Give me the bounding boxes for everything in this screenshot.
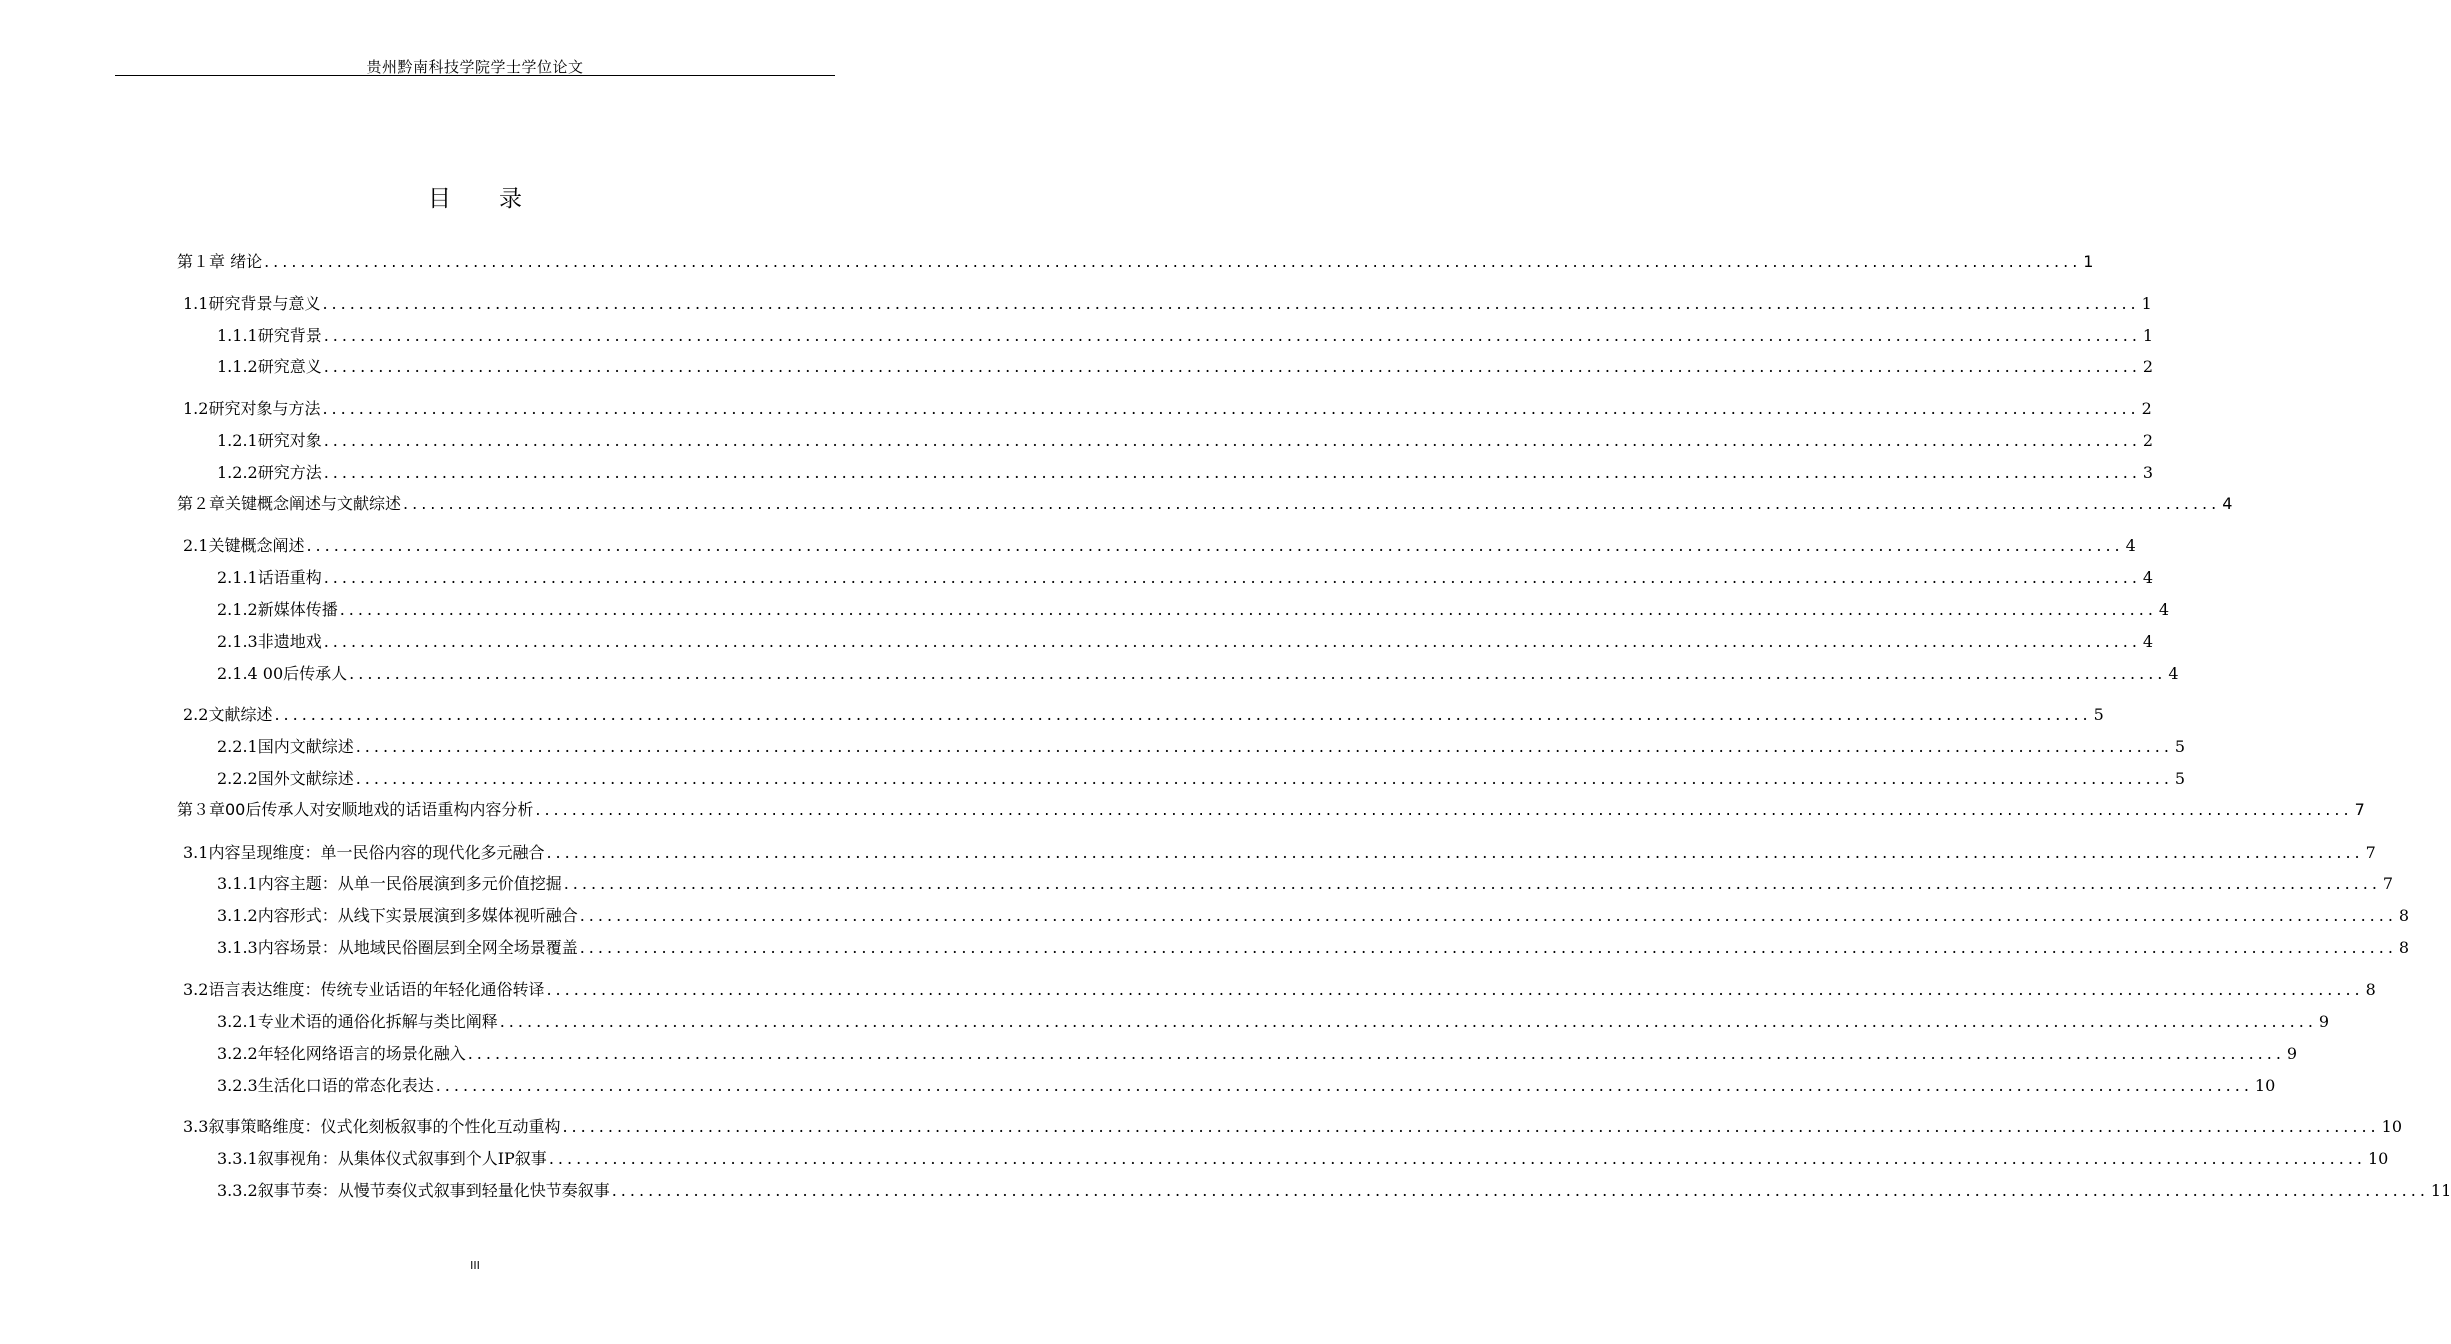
toc-entry-page: 4 xyxy=(2222,494,2233,513)
toc-leader-dots: ........................................................................................................................................................................................................ xyxy=(323,632,2141,651)
toc-entry-page: 1 xyxy=(2083,252,2094,271)
toc-leader-dots: ........................................................................................................................................................................................................ xyxy=(306,536,2124,555)
page-header: 贵州黔南科技学院学士学位论文 xyxy=(366,58,584,76)
toc-entry[interactable] xyxy=(217,1043,2298,1065)
toc-leader-dots: ........................................................................................................................................................................................................ xyxy=(546,843,2364,862)
toc-entry-page: 10 xyxy=(2368,1149,2389,1168)
toc-entry-page: 5 xyxy=(2174,737,2186,756)
toc-leader-dots: ........................................................................................................................................................................................................ xyxy=(339,600,2157,619)
toc-entry[interactable] xyxy=(183,398,2152,420)
toc-entry[interactable] xyxy=(217,663,2179,685)
toc-entry-page: 4 xyxy=(2142,632,2154,651)
toc-entry-label: 1.1.1研究背景 xyxy=(217,326,322,345)
toc-entry-label: 3.2语言表达维度：传统专业话语的年轻化通俗转译 xyxy=(183,980,545,999)
toc-entry-page: 2 xyxy=(2142,431,2154,450)
toc-entry[interactable] xyxy=(217,736,2186,758)
toc-leader-dots: ........................................................................................................................................................................................................ xyxy=(611,1181,2429,1200)
toc-leader-dots: ........................................................................................................................................................................................................ xyxy=(323,431,2141,450)
toc-entry-label: 3.3.2叙事节奏：从慢节奏仪式叙事到轻量化快节奏叙事 xyxy=(217,1181,610,1200)
toc-leader-dots: ........................................................................................................................................................................................................ xyxy=(323,326,2141,345)
toc-leader-dots: ........................................................................................................................................................................................................ xyxy=(323,463,2141,482)
toc-entry-label: 3.1内容呈现维度：单一民俗内容的现代化多元融合 xyxy=(183,843,545,862)
toc-leader-dots: ........................................................................................................................................................................................................ xyxy=(323,568,2141,587)
toc-entry-label: 3.2.1专业术语的通俗化拆解与类比阐释 xyxy=(217,1012,498,1031)
toc-entry-label: 2.1.4 00后传承人 xyxy=(217,664,348,683)
toc-entry-label: 3.2.3生活化口语的常态化表达 xyxy=(217,1076,434,1095)
toc-entry-page: 2 xyxy=(2141,399,2152,418)
toc-leader-dots: ........................................................................................................................................................................................................ xyxy=(323,357,2141,376)
toc-entry-page: 8 xyxy=(2365,980,2376,999)
toc-entry[interactable] xyxy=(177,251,2094,273)
toc-entry-label: 2.2文献综述 xyxy=(183,705,273,724)
toc-entry-page: 3 xyxy=(2142,463,2154,482)
toc-entry[interactable] xyxy=(183,842,2376,864)
header-rule xyxy=(115,75,835,76)
toc-title xyxy=(0,180,950,213)
toc-entry-label: 第１章 绪论 xyxy=(177,252,263,271)
toc-entry[interactable] xyxy=(217,768,2186,790)
toc-leader-dots: ........................................................................................................................................................................................................ xyxy=(264,252,2082,271)
toc-leader-dots: ........................................................................................................................................................................................................ xyxy=(435,1076,2253,1095)
toc-entry[interactable] xyxy=(217,599,2170,621)
toc-entry[interactable] xyxy=(177,799,2365,821)
toc-entry-page: 4 xyxy=(2158,600,2170,619)
toc-entry[interactable] xyxy=(217,1011,2330,1033)
toc-entry[interactable] xyxy=(183,535,2136,557)
toc-entry-label: 3.1.3内容场景：从地域民俗圈层到全网全场景覆盖 xyxy=(217,938,578,957)
toc-entry[interactable] xyxy=(183,704,2104,726)
toc-entry-page: 4 xyxy=(2125,536,2136,555)
toc-entry[interactable] xyxy=(217,631,2154,653)
toc-entry[interactable] xyxy=(183,293,2152,315)
toc-leader-dots: ........................................................................................................................................................................................................ xyxy=(535,800,2353,819)
toc-leader-dots: ........................................................................................................................................................................................................ xyxy=(355,769,2173,788)
toc-entry-page: 10 xyxy=(2254,1076,2276,1095)
toc-leader-dots: ........................................................................................................................................................................................................ xyxy=(562,1117,2380,1136)
toc-entry[interactable] xyxy=(217,905,2410,927)
toc-entry-label: 3.1.1内容主题：从单一民俗展演到多元价值挖掘 xyxy=(217,874,562,893)
toc-entry[interactable] xyxy=(183,1116,2402,1138)
toc-entry-label: 1.1研究背景与意义 xyxy=(183,294,321,313)
toc-entry-label: 3.3.1叙事视角：从集体仪式叙事到个人IP叙事 xyxy=(217,1149,547,1168)
toc-entry-page: 8 xyxy=(2398,938,2410,957)
page-number: III xyxy=(470,1259,480,1272)
toc-leader-dots: ........................................................................................................................................................................................................ xyxy=(546,980,2364,999)
toc-entry-label: 1.1.2研究意义 xyxy=(217,357,322,376)
toc-entry-page: 2 xyxy=(2142,357,2154,376)
toc-leader-dots: ........................................................................................................................................................................................................ xyxy=(349,664,2167,683)
toc-leader-dots: ........................................................................................................................................................................................................ xyxy=(563,874,2381,893)
toc-entry[interactable] xyxy=(217,1148,2389,1170)
toc-entry[interactable] xyxy=(217,1180,2451,1202)
toc-entry-label: 第３章00后传承人对安顺地戏的话语重构内容分析 xyxy=(177,800,534,819)
toc-entry[interactable] xyxy=(217,430,2154,452)
toc-entry-page: 4 xyxy=(2142,568,2154,587)
toc-entry-page: 7 xyxy=(2382,874,2394,893)
toc-leader-dots: ........................................................................................................................................................................................................ xyxy=(274,705,2092,724)
toc-entry-label: 2.2.2国外文献综述 xyxy=(217,769,354,788)
toc-leader-dots: ........................................................................................................................................................................................................ xyxy=(579,938,2397,957)
toc-entry-label: 2.1.1话语重构 xyxy=(217,568,322,587)
toc-leader-dots: ........................................................................................................................................................................................................ xyxy=(403,494,2221,513)
toc-entry[interactable] xyxy=(217,873,2394,895)
toc-entry[interactable] xyxy=(217,356,2154,378)
toc-leader-dots: ........................................................................................................................................................................................................ xyxy=(355,737,2173,756)
toc-entry-page: 5 xyxy=(2174,769,2186,788)
toc-leader-dots: ........................................................................................................................................................................................................ xyxy=(499,1012,2317,1031)
toc-entry[interactable] xyxy=(177,493,2233,515)
toc-entry-page: 11 xyxy=(2430,1181,2451,1200)
toc-entry-page: 7 xyxy=(2365,843,2376,862)
toc-title-right: 录 xyxy=(499,186,522,212)
toc-entry-page: 1 xyxy=(2141,294,2152,313)
toc-entry[interactable] xyxy=(217,937,2410,959)
toc-entry-page: 9 xyxy=(2318,1012,2330,1031)
toc-leader-dots: ........................................................................................................................................................................................................ xyxy=(322,399,2140,418)
toc-entry[interactable] xyxy=(183,979,2376,1001)
toc-entry-label: 2.1.3非遗地戏 xyxy=(217,632,322,651)
toc-entry-page: 10 xyxy=(2381,1117,2402,1136)
toc-entry-page: 4 xyxy=(2168,664,2179,683)
toc-entry-label: 3.2.2年轻化网络语言的场景化融入 xyxy=(217,1044,466,1063)
toc-entry[interactable] xyxy=(217,1075,2276,1097)
toc-entry-page: 8 xyxy=(2398,906,2410,925)
toc-entry-label: 2.1.2新媒体传播 xyxy=(217,600,338,619)
toc-entry-label: 3.1.2内容形式：从线下实景展演到多媒体视听融合 xyxy=(217,906,578,925)
toc-entry-page: 9 xyxy=(2286,1044,2298,1063)
toc-entry[interactable] xyxy=(217,325,2154,347)
toc-entry-label: 2.2.1国内文献综述 xyxy=(217,737,354,756)
toc-entry-label: 1.2.2研究方法 xyxy=(217,463,322,482)
toc-entry-page: 5 xyxy=(2093,705,2104,724)
toc-entry-label: 3.3叙事策略维度：仪式化刻板叙事的个性化互动重构 xyxy=(183,1117,561,1136)
toc-leader-dots: ........................................................................................................................................................................................................ xyxy=(467,1044,2285,1063)
toc-leader-dots: ........................................................................................................................................................................................................ xyxy=(548,1149,2366,1168)
toc-entry-label: 第２章关键概念阐述与文献综述 xyxy=(177,494,402,513)
toc-entry-page: 1 xyxy=(2142,326,2154,345)
toc-leader-dots: ........................................................................................................................................................................................................ xyxy=(579,906,2397,925)
toc-entry-page: 7 xyxy=(2354,800,2365,819)
toc-entry[interactable] xyxy=(217,567,2154,589)
toc-entry-label: 1.2研究对象与方法 xyxy=(183,399,321,418)
toc-entry[interactable] xyxy=(217,462,2154,484)
toc-entry-label: 1.2.1研究对象 xyxy=(217,431,322,450)
toc-entry-label: 2.1关键概念阐述 xyxy=(183,536,305,555)
toc-leader-dots: ........................................................................................................................................................................................................ xyxy=(322,294,2140,313)
toc-title-left: 目 xyxy=(428,186,451,212)
